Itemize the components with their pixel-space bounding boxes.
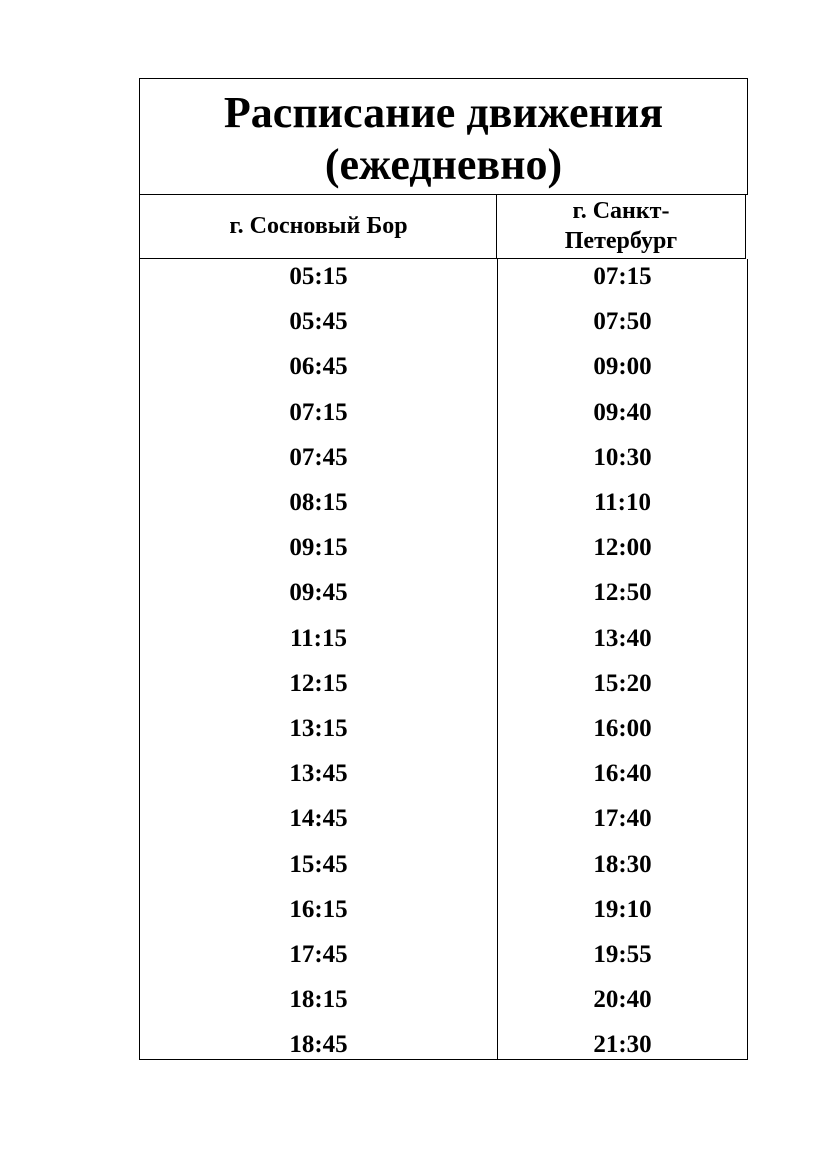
departure-time-sosnovy-bor: 18:15 (289, 986, 348, 1014)
departure-time-sosnovy-bor: 08:15 (289, 489, 348, 516)
departure-time-sosnovy-bor: 13:15 (289, 715, 348, 742)
departure-time-saint-petersburg: 18:30 (593, 850, 652, 878)
departure-time-saint-petersburg: 19:10 (593, 895, 652, 923)
departure-time-saint-petersburg: 07:50 (593, 308, 652, 336)
departure-time-saint-petersburg: 09:00 (593, 353, 652, 381)
departure-time-saint-petersburg: 21:30 (593, 1031, 652, 1059)
table-row (140, 480, 747, 525)
table-row (140, 570, 747, 615)
departure-time-saint-petersburg: 10:30 (593, 443, 652, 471)
departure-time-saint-petersburg: 13:40 (593, 624, 652, 652)
schedule-table (139, 78, 748, 1059)
departure-time-saint-petersburg: 17:40 (593, 805, 652, 833)
departure-time-sosnovy-bor: 11:15 (290, 624, 347, 652)
column-header-to (496, 194, 746, 259)
departure-time-saint-petersburg: 12:50 (593, 579, 652, 607)
departure-time-sosnovy-bor: 14:45 (289, 805, 348, 833)
table-row (140, 435, 747, 480)
departure-time-saint-petersburg: 20:40 (593, 986, 652, 1014)
departure-time-sosnovy-bor: 17:45 (289, 941, 348, 968)
departure-time-sosnovy-bor: 06:45 (289, 353, 348, 381)
departure-time-saint-petersburg: 15:20 (593, 669, 652, 697)
departure-time-saint-petersburg: 11:10 (594, 489, 651, 516)
table-row (140, 254, 747, 299)
departure-time-sosnovy-bor: 15:45 (289, 850, 348, 878)
table-row (140, 842, 747, 887)
table-row (140, 344, 747, 389)
departure-time-sosnovy-bor: 12:15 (289, 669, 348, 697)
page-title: Расписание движения (223, 88, 664, 137)
departure-time-sosnovy-bor: 09:15 (289, 534, 348, 562)
departure-time-sosnovy-bor: 05:15 (289, 263, 348, 290)
table-body (139, 259, 748, 1060)
departure-time-saint-petersburg: 07:15 (593, 263, 652, 290)
table-row (140, 1022, 747, 1067)
table-row (140, 932, 747, 977)
departure-time-saint-petersburg: 19:55 (593, 941, 652, 968)
table-row (140, 299, 747, 344)
table-row (140, 796, 747, 841)
table-row (140, 390, 747, 435)
departure-time-sosnovy-bor: 05:45 (289, 308, 348, 336)
table-row (140, 977, 747, 1022)
page-subtitle: (ежедневно) (324, 140, 563, 189)
column-header-from (139, 194, 497, 259)
table-row (140, 751, 747, 796)
departure-time-saint-petersburg: 09:40 (593, 398, 652, 426)
table-row (140, 616, 747, 661)
column-header-to-label-line1: г. Санкт- (572, 198, 670, 224)
table-row (140, 525, 747, 570)
departure-time-sosnovy-bor: 07:15 (289, 398, 348, 426)
column-header-to-label-line2: Петербург (564, 228, 678, 254)
departure-time-sosnovy-bor: 13:45 (289, 760, 348, 788)
table-row (140, 887, 747, 932)
departure-time-sosnovy-bor: 18:45 (289, 1031, 348, 1059)
departure-time-saint-petersburg: 16:00 (593, 715, 652, 742)
departure-time-sosnovy-bor: 16:15 (289, 895, 348, 923)
title-box (139, 78, 748, 195)
departure-time-sosnovy-bor: 09:45 (289, 579, 348, 607)
table-row (140, 706, 747, 751)
departure-time-saint-petersburg: 12:00 (593, 534, 652, 562)
table-row (140, 661, 747, 706)
column-header-from-label: г. Сосновый Бор (229, 213, 408, 239)
departure-time-saint-petersburg: 16:40 (593, 760, 652, 788)
departure-time-sosnovy-bor: 07:45 (289, 443, 348, 471)
